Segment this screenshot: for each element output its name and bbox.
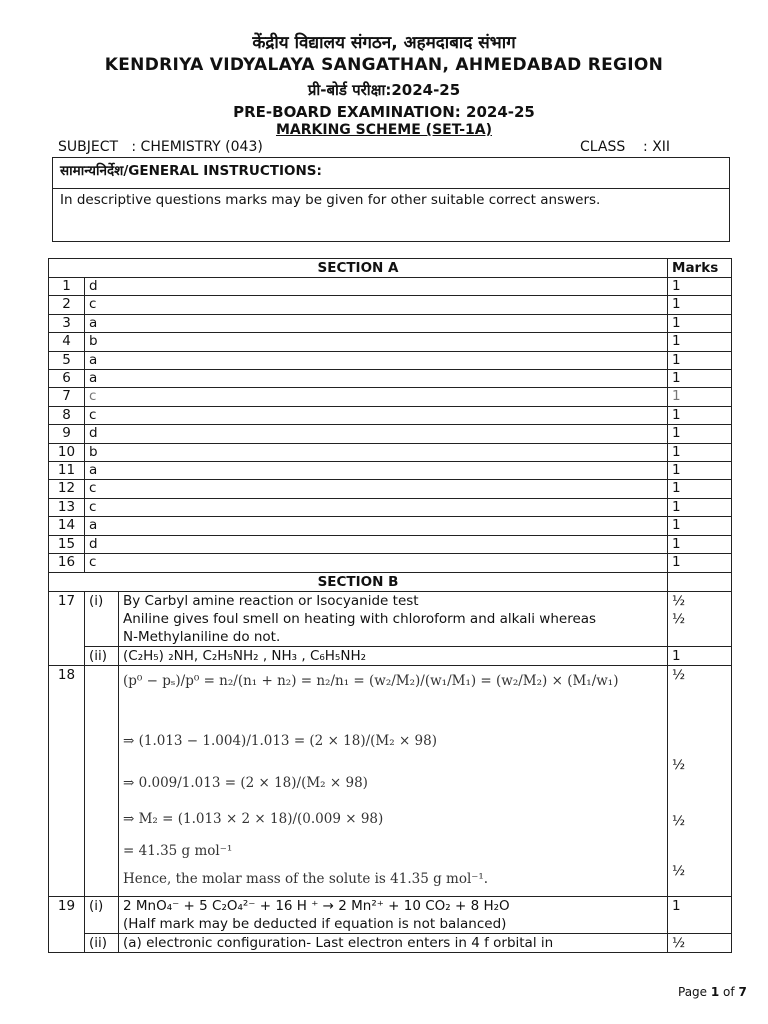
part-label: (i) <box>85 591 119 646</box>
q17-answer-line: Aniline gives foul smell on heating with chloroform and alkali whereas <box>123 610 597 627</box>
section-a-row <box>49 351 732 369</box>
question-number: 5 <box>49 351 85 369</box>
exam-title-english: PRE-BOARD EXAMINATION: 2024-25 <box>233 103 535 121</box>
section-a-row <box>49 535 732 553</box>
section-a-row <box>49 296 732 314</box>
q19-note: (Half mark may be deducted if equation is not balanced) <box>123 915 507 932</box>
q17-answer-line: By Carbyl amine reaction or Isocyanide test <box>123 592 419 609</box>
q17-answer-line: N-Methylaniline do not. <box>123 628 281 645</box>
page-number: 1 <box>710 985 720 999</box>
answer-option: c <box>85 388 668 406</box>
page-prefix: Page <box>678 985 711 999</box>
mark-value: 1 <box>668 443 732 461</box>
question-number: 6 <box>49 370 85 388</box>
q19-part-i-row <box>49 896 732 933</box>
mark-value: 1 <box>668 535 732 553</box>
mark-value: 1 <box>668 314 732 332</box>
mark-value: 1 <box>668 278 732 296</box>
question-number: 1 <box>49 278 85 296</box>
exam-title-hindi: प्री-बोर्ड परीक्षा:2024-25 <box>307 81 461 99</box>
mark-value: ½ <box>672 610 686 627</box>
question-number: 19 <box>49 896 85 952</box>
question-number: 15 <box>49 535 85 553</box>
question-number: 3 <box>49 314 85 332</box>
mark-value: ½ <box>672 592 686 609</box>
answer-option: c <box>85 480 668 498</box>
general-instructions-box <box>52 157 730 242</box>
answer-option: c <box>85 296 668 314</box>
q18-eq1: (p⁰ − pₛ)/p⁰ = n₂/(n₁ + n₂) = n₂/n₁ = (w₂/M₂)/(w₁/M₁) = (w₂/M₂) × (M₁/w₁) <box>123 672 619 689</box>
section-a-row <box>49 278 732 296</box>
section-a-row <box>49 462 732 480</box>
mark-value: 1 <box>668 388 732 406</box>
section-a-rows <box>49 278 732 573</box>
answer-option: b <box>85 333 668 351</box>
mark-value: 1 <box>668 296 732 314</box>
marking-scheme-title: MARKING SCHEME (SET-1A) <box>275 122 492 138</box>
question-number: 8 <box>49 406 85 424</box>
subject-label: SUBJECT : CHEMISTRY (043) <box>58 139 263 155</box>
page-mid: of <box>719 985 739 999</box>
section-a-row <box>49 406 732 424</box>
question-number: 13 <box>49 498 85 516</box>
section-a-row <box>49 480 732 498</box>
mark-value: ½ <box>672 756 686 773</box>
page-footer <box>678 985 747 999</box>
q19-equation: 2 MnO₄⁻ + 5 C₂O₄²⁻ + 16 H ⁺ → 2 Mn²⁺ + 10 CO₂ + 8 H₂O <box>123 897 510 914</box>
section-a-row <box>49 554 732 572</box>
mark-value: ½ <box>672 862 686 879</box>
section-a-row <box>49 425 732 443</box>
part-label: (ii) <box>85 646 119 665</box>
section-a-row <box>49 388 732 406</box>
q18-eq6: Hence, the molar mass of the solute is 41.35 g mol⁻¹. <box>123 870 489 887</box>
question-number: 2 <box>49 296 85 314</box>
question-number: 4 <box>49 333 85 351</box>
answer-option: a <box>85 314 668 332</box>
answer-option: a <box>85 462 668 480</box>
mark-value: 1 <box>668 462 732 480</box>
question-number: 18 <box>49 665 85 896</box>
answer-option: a <box>85 351 668 369</box>
section-a-row <box>49 517 732 535</box>
question-number: 7 <box>49 388 85 406</box>
answer-option: c <box>85 554 668 572</box>
marking-table <box>48 258 732 953</box>
q18-row <box>49 665 732 896</box>
mark-value: 1 <box>668 517 732 535</box>
answer-option: a <box>85 517 668 535</box>
mark-value: 1 <box>668 498 732 516</box>
mark-value: ½ <box>668 933 732 952</box>
section-a-row <box>49 498 732 516</box>
mark-value: 1 <box>668 646 732 665</box>
q18-eq5: = 41.35 g mol⁻¹ <box>123 842 233 859</box>
q18-eq2: ⇒ (1.013 − 1.004)/1.013 = (2 × 18)/(M₂ × 98) <box>123 732 438 749</box>
class-label: CLASS : XII <box>580 139 671 155</box>
part-label: (ii) <box>85 933 119 952</box>
section-a-row <box>49 314 732 332</box>
question-number: 16 <box>49 554 85 572</box>
q19-part-ii-row <box>49 933 732 952</box>
page-total: 7 <box>738 985 747 999</box>
answer-option: c <box>85 498 668 516</box>
answer-option: c <box>85 406 668 424</box>
mark-value: 1 <box>668 370 732 388</box>
q18-eq4: ⇒ M₂ = (1.013 × 2 × 18)/(0.009 × 98) <box>123 810 384 827</box>
org-name-hindi: केंद्रीय विद्यालय संगठन, अहमदाबाद संभाग <box>252 33 516 53</box>
instructions-heading: सामान्यनिर्देश/GENERAL INSTRUCTIONS: <box>53 158 730 189</box>
q18-solution <box>119 665 668 896</box>
question-number: 14 <box>49 517 85 535</box>
mark-value: 1 <box>668 425 732 443</box>
org-name-english: KENDRIYA VIDYALAYA SANGATHAN, AHMEDABAD REGION <box>104 55 664 75</box>
answer-option: a <box>85 370 668 388</box>
q17-part-ii-row <box>49 646 732 665</box>
mark-value: 1 <box>668 554 732 572</box>
answer-option: b <box>85 443 668 461</box>
answer-option: d <box>85 535 668 553</box>
mark-value: ½ <box>672 812 686 829</box>
marks-header: Marks <box>668 259 732 278</box>
q19-ii-answer: (a) electronic configuration- Last electron enters in 4 f orbital in <box>119 933 668 952</box>
question-number: 12 <box>49 480 85 498</box>
mark-value: 1 <box>668 406 732 424</box>
section-a-title: SECTION A <box>49 259 668 278</box>
q17-ii-answer: (C₂H₅) ₂NH, C₂H₅NH₂ , NH₃ , C₆H₅NH₂ <box>119 646 668 665</box>
mark-value: 1 <box>668 333 732 351</box>
q18-eq3: ⇒ 0.009/1.013 = (2 × 18)/(M₂ × 98) <box>123 774 368 791</box>
section-b-title: SECTION B <box>49 572 668 591</box>
q17-part-i-row <box>49 591 732 646</box>
answer-option: d <box>85 425 668 443</box>
mark-value: ½ <box>672 666 686 683</box>
question-number: 9 <box>49 425 85 443</box>
mark-value: 1 <box>668 480 732 498</box>
section-a-row <box>49 333 732 351</box>
question-number: 10 <box>49 443 85 461</box>
instructions-body: In descriptive questions marks may be given for other suitable correct answers. <box>53 189 730 242</box>
section-a-row <box>49 370 732 388</box>
question-number: 11 <box>49 462 85 480</box>
mark-value: 1 <box>668 896 732 933</box>
question-number: 17 <box>49 591 85 665</box>
section-a-row <box>49 443 732 461</box>
answer-option: d <box>85 278 668 296</box>
part-label: (i) <box>85 896 119 933</box>
mark-value: 1 <box>668 351 732 369</box>
